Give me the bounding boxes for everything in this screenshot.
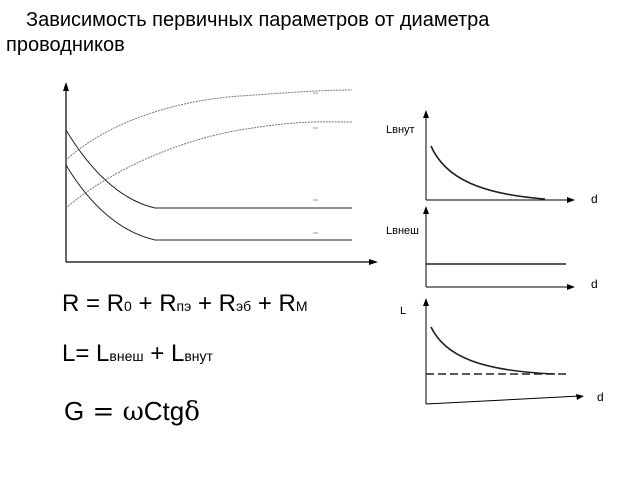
formula-delta: δ (184, 397, 200, 427)
formula-rm: R (278, 290, 296, 317)
rising-curve-upper (66, 90, 352, 160)
main-graph-y-arrow (63, 82, 69, 91)
falling-curve-lower (66, 165, 352, 240)
main-graph-x-arrow (369, 259, 378, 265)
graph-lint-xlabel: d (591, 192, 598, 206)
graph-lint-y-arrow (423, 110, 429, 118)
formula-reb: R (218, 290, 236, 317)
formula-l-lhs: L (62, 340, 76, 367)
formula-omega: ω (122, 397, 144, 427)
falling-curve-upper (66, 130, 352, 208)
title-line-2: проводников (6, 34, 125, 56)
formula-resistance (62, 290, 308, 318)
graph-l-ylabel: L (400, 305, 407, 317)
title-line-1: Зависимость первичных параметров от диаметра (26, 9, 490, 31)
formula-rm-sub: М (295, 298, 308, 314)
graph-l-x-axis (426, 396, 580, 404)
formula-inductance (62, 340, 213, 368)
rising-curve-lower (66, 122, 352, 208)
main-graph (63, 82, 378, 265)
formula-conductance (64, 396, 200, 427)
formula-lext-sub: внеш (109, 348, 144, 364)
graph-l-xlabel: d (597, 390, 604, 404)
formula-lext: L (96, 340, 110, 367)
formula-rpe-sub: пэ (176, 298, 192, 314)
graph-lint-curve (431, 146, 545, 199)
graph-lext-ylabel: Lвнеш (386, 225, 419, 237)
graph-lint-ylabel: Lвнут (386, 124, 415, 136)
formula-g-lhs: G (64, 396, 85, 426)
graph-lext-x-arrow (567, 284, 575, 290)
formula-r-plus-3: + (251, 290, 279, 317)
formula-l-plus: + (143, 340, 171, 367)
graph-lint-x-arrow (567, 197, 575, 203)
graph-lext-y-arrow (423, 206, 429, 214)
graph-lint (386, 110, 598, 206)
formula-r-plus-2: + (191, 290, 219, 317)
formula-lint: L (170, 340, 185, 367)
formula-l-eq: = (75, 340, 97, 367)
formula-r-lhs: R (62, 290, 80, 317)
formula-reb-sub: эб (235, 298, 252, 314)
graph-l (400, 298, 604, 404)
graph-l-y-arrow (423, 298, 429, 306)
graph-l-curve (431, 327, 555, 374)
graph-lext (386, 206, 598, 291)
formula-lint-sub: внут (184, 348, 213, 364)
formula-ctg: Ctg (143, 396, 185, 426)
graph-lext-xlabel: d (591, 277, 598, 291)
formula-g-eq: = (84, 397, 123, 427)
formula-r-eq: = (79, 290, 107, 317)
formula-r0: R (106, 290, 125, 317)
formula-r-plus-1: + (131, 290, 160, 317)
formula-r0-sub: 0 (124, 298, 132, 314)
graph-l-x-arrow (576, 394, 584, 400)
formula-rpe: R (159, 290, 177, 317)
